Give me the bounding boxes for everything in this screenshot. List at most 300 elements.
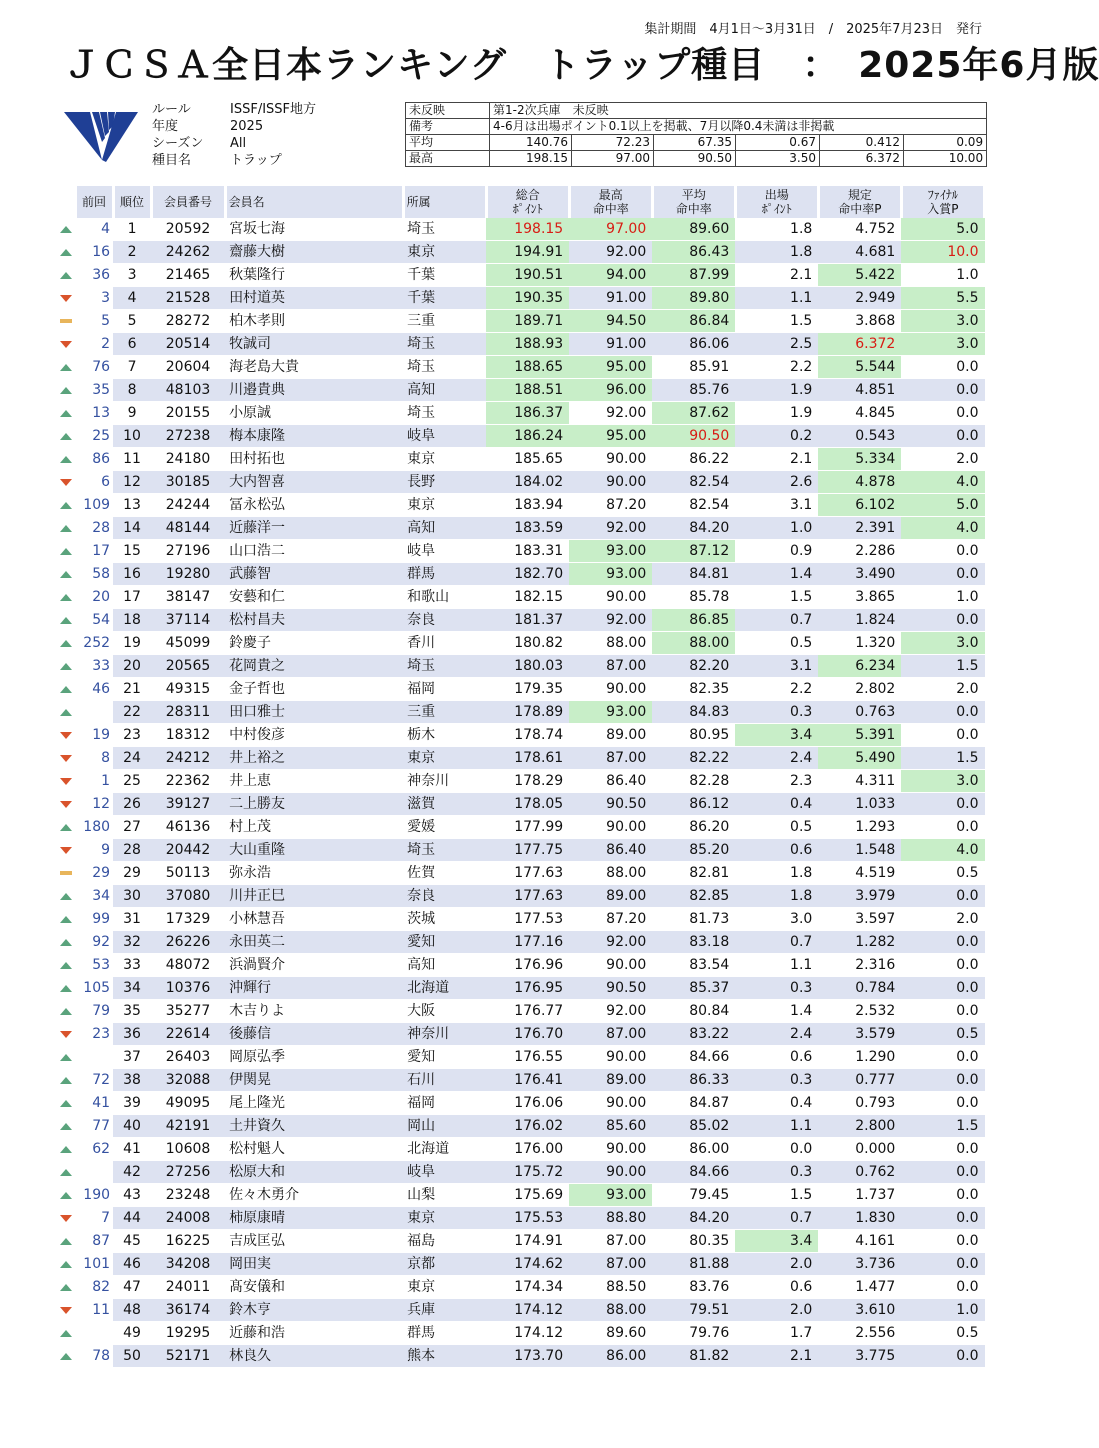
average-hit-rate: 86.22: [652, 448, 735, 471]
previous-rank: 79: [75, 1000, 113, 1023]
total-points: 176.55: [486, 1046, 569, 1069]
best-hit-rate: 90.00: [569, 816, 652, 839]
best-hit-rate: 91.00: [569, 333, 652, 356]
member-name: 松原大和: [225, 1161, 403, 1184]
affiliation: 高知: [403, 954, 486, 977]
previous-rank: 28: [75, 517, 113, 540]
summary-box: [405, 102, 987, 167]
previous-rank: 252: [75, 632, 113, 655]
member-number: 18312: [151, 724, 225, 747]
table-row: [56, 908, 985, 931]
standard-hit-rate-points: 6.102: [818, 494, 901, 517]
rank: 8: [113, 379, 151, 402]
final-placing-points: 0.0: [901, 885, 984, 908]
total-points: 175.72: [486, 1161, 569, 1184]
member-name: 大内智喜: [225, 471, 403, 494]
rank-change-cell: [56, 1253, 75, 1276]
rank-up-icon: [60, 548, 72, 555]
meta-key: ルール: [152, 102, 191, 117]
previous-rank: 23: [75, 1023, 113, 1046]
average-hit-rate: 85.78: [652, 586, 735, 609]
table-row: [56, 379, 985, 402]
average-hit-rate: 82.35: [652, 678, 735, 701]
member-name: 村上茂: [225, 816, 403, 839]
best-hit-rate: 92.00: [569, 931, 652, 954]
previous-rank: 12: [75, 793, 113, 816]
member-number: 48103: [151, 379, 225, 402]
total-points: 182.15: [486, 586, 569, 609]
participation-points: 0.0: [735, 1138, 818, 1161]
member-name: 弥永浩: [225, 862, 403, 885]
standard-hit-rate-points: 2.556: [818, 1322, 901, 1345]
total-points: 176.41: [486, 1069, 569, 1092]
total-points: 177.53: [486, 908, 569, 931]
affiliation: 愛知: [403, 931, 486, 954]
rank: 21: [113, 678, 151, 701]
member-number: 28311: [151, 701, 225, 724]
rank-change-cell: [56, 379, 75, 402]
average-hit-rate: 81.88: [652, 1253, 735, 1276]
rank-up-icon: [60, 364, 72, 371]
standard-hit-rate-points: 4.851: [818, 379, 901, 402]
rank-change-cell: [56, 931, 75, 954]
previous-rank: 76: [75, 356, 113, 379]
total-points: 179.35: [486, 678, 569, 701]
rank-up-icon: [60, 1353, 72, 1360]
participation-points: 0.3: [735, 1069, 818, 1092]
rank-up-icon: [60, 663, 72, 670]
total-points: 186.24: [486, 425, 569, 448]
average-hit-rate: 84.87: [652, 1092, 735, 1115]
best-hit-rate: 93.00: [569, 1184, 652, 1207]
best-hit-rate: 90.00: [569, 1138, 652, 1161]
final-placing-points: 2.0: [901, 448, 984, 471]
max-value: 3.50: [736, 151, 820, 167]
final-placing-points: 0.0: [901, 1253, 984, 1276]
member-name: 吉成匡弘: [225, 1230, 403, 1253]
previous-rank: 3: [75, 287, 113, 310]
affiliation: 高知: [403, 379, 486, 402]
previous-rank: 78: [75, 1345, 113, 1368]
best-hit-rate: 90.50: [569, 793, 652, 816]
rank: 30: [113, 885, 151, 908]
best-hit-rate: 89.00: [569, 724, 652, 747]
rank-change-cell: [56, 609, 75, 632]
participation-points: 0.3: [735, 977, 818, 1000]
standard-hit-rate-points: 4.161: [818, 1230, 901, 1253]
affiliation: 栃木: [403, 724, 486, 747]
average-hit-rate: 83.18: [652, 931, 735, 954]
rank-up-icon: [60, 410, 72, 417]
unreflected-label: 未反映: [406, 103, 490, 119]
member-number: 26226: [151, 931, 225, 954]
rank: 23: [113, 724, 151, 747]
total-points: 174.91: [486, 1230, 569, 1253]
member-name: 岡原弘季: [225, 1046, 403, 1069]
best-hit-rate: 90.00: [569, 471, 652, 494]
table-row: [56, 1184, 985, 1207]
affiliation: 埼玉: [403, 839, 486, 862]
best-hit-rate: 86.40: [569, 770, 652, 793]
rank-up-icon: [60, 272, 72, 279]
note-value: 4-6月は出場ポイント0.1以上を掲載、7月以降0.4未満は非掲載: [490, 119, 987, 135]
rank-down-icon: [60, 801, 72, 808]
rank: 42: [113, 1161, 151, 1184]
ranking-body: [56, 218, 985, 1368]
best-hit-rate: 94.00: [569, 264, 652, 287]
final-placing-points: 0.0: [901, 563, 984, 586]
rank-change-cell: [56, 885, 75, 908]
best-hit-rate: 88.00: [569, 1299, 652, 1322]
rank-up-icon: [60, 1192, 72, 1199]
average-hit-rate: 83.54: [652, 954, 735, 977]
member-name: 小林慧吾: [225, 908, 403, 931]
final-placing-points: 1.5: [901, 747, 984, 770]
average-hit-rate: 89.80: [652, 287, 735, 310]
rank: 31: [113, 908, 151, 931]
standard-hit-rate-points: 4.752: [818, 218, 901, 241]
max-value: 97.00: [572, 151, 654, 167]
rank: 48: [113, 1299, 151, 1322]
column-header: 所属: [403, 186, 486, 218]
rank-change-cell: [56, 747, 75, 770]
affiliation: 三重: [403, 701, 486, 724]
standard-hit-rate-points: 4.519: [818, 862, 901, 885]
rank-down-icon: [60, 341, 72, 348]
participation-points: 1.5: [735, 1184, 818, 1207]
final-placing-points: 0.5: [901, 1322, 984, 1345]
rank-up-icon: [60, 1261, 72, 1268]
affiliation: 東京: [403, 494, 486, 517]
member-name: 秋葉隆行: [225, 264, 403, 287]
average-hit-rate: 90.50: [652, 425, 735, 448]
final-placing-points: 0.0: [901, 977, 984, 1000]
average-hit-rate: 82.22: [652, 747, 735, 770]
table-row: [56, 1092, 985, 1115]
total-points: 175.69: [486, 1184, 569, 1207]
final-placing-points: 5.0: [901, 494, 984, 517]
member-name: 田村道英: [225, 287, 403, 310]
member-number: 24180: [151, 448, 225, 471]
previous-rank: 41: [75, 1092, 113, 1115]
final-placing-points: 1.0: [901, 1299, 984, 1322]
affiliation: 埼玉: [403, 356, 486, 379]
final-placing-points: 3.0: [901, 632, 984, 655]
average-hit-rate: 79.45: [652, 1184, 735, 1207]
best-hit-rate: 85.60: [569, 1115, 652, 1138]
average-hit-rate: 86.00: [652, 1138, 735, 1161]
best-hit-rate: 86.00: [569, 1345, 652, 1368]
final-placing-points: 1.0: [901, 264, 984, 287]
total-points: 177.75: [486, 839, 569, 862]
member-name: 岡田実: [225, 1253, 403, 1276]
member-number: 21465: [151, 264, 225, 287]
best-hit-rate: 90.00: [569, 1046, 652, 1069]
rank-change-cell: [56, 1184, 75, 1207]
participation-points: 2.3: [735, 770, 818, 793]
final-placing-points: 4.0: [901, 839, 984, 862]
rank-change-cell: [56, 356, 75, 379]
previous-rank: 109: [75, 494, 113, 517]
table-row: [56, 839, 985, 862]
affiliation: 千葉: [403, 264, 486, 287]
standard-hit-rate-points: 0.000: [818, 1138, 901, 1161]
final-placing-points: 5.5: [901, 287, 984, 310]
member-number: 49315: [151, 678, 225, 701]
average-hit-rate: 86.20: [652, 816, 735, 839]
best-hit-rate: 89.00: [569, 1069, 652, 1092]
total-points: 178.29: [486, 770, 569, 793]
total-points: 194.91: [486, 241, 569, 264]
average-value: 140.76: [490, 135, 572, 151]
best-hit-rate: 91.00: [569, 287, 652, 310]
member-number: 16225: [151, 1230, 225, 1253]
table-row: [56, 1161, 985, 1184]
final-placing-points: 0.0: [901, 1138, 984, 1161]
best-hit-rate: 90.00: [569, 1161, 652, 1184]
average-hit-rate: 86.33: [652, 1069, 735, 1092]
participation-points: 2.6: [735, 471, 818, 494]
member-number: 24011: [151, 1276, 225, 1299]
previous-rank: 77: [75, 1115, 113, 1138]
rank: 44: [113, 1207, 151, 1230]
rank: 27: [113, 816, 151, 839]
previous-rank: 35: [75, 379, 113, 402]
rank-down-icon: [60, 1307, 72, 1314]
table-row: [56, 356, 985, 379]
best-hit-rate: 90.00: [569, 448, 652, 471]
rank-up-icon: [60, 617, 72, 624]
previous-rank: 16: [75, 241, 113, 264]
best-hit-rate: 87.00: [569, 1230, 652, 1253]
average-hit-rate: 83.22: [652, 1023, 735, 1046]
rank-change-cell: [56, 218, 75, 241]
standard-hit-rate-points: 6.234: [818, 655, 901, 678]
standard-hit-rate-points: 1.737: [818, 1184, 901, 1207]
previous-rank: [75, 1046, 113, 1069]
member-number: 38147: [151, 586, 225, 609]
total-points: 175.53: [486, 1207, 569, 1230]
average-hit-rate: 85.37: [652, 977, 735, 1000]
affiliation: 岐阜: [403, 540, 486, 563]
participation-points: 2.1: [735, 264, 818, 287]
table-row: [56, 1322, 985, 1345]
total-points: 176.00: [486, 1138, 569, 1161]
total-points: 189.71: [486, 310, 569, 333]
member-name: 中村俊彦: [225, 724, 403, 747]
table-row: [56, 862, 985, 885]
meta-value: 2025: [230, 119, 264, 134]
final-placing-points: 0.0: [901, 1092, 984, 1115]
table-row: [56, 494, 985, 517]
rank-change-cell: [56, 862, 75, 885]
previous-rank: 9: [75, 839, 113, 862]
table-row: [56, 1230, 985, 1253]
rank: 43: [113, 1184, 151, 1207]
table-row: [56, 747, 985, 770]
member-number: 37080: [151, 885, 225, 908]
best-hit-rate: 96.00: [569, 379, 652, 402]
rank-up-icon: [60, 1077, 72, 1084]
member-name: 牧誠司: [225, 333, 403, 356]
average-hit-rate: 82.81: [652, 862, 735, 885]
standard-hit-rate-points: 3.597: [818, 908, 901, 931]
member-name: 井上恵: [225, 770, 403, 793]
member-number: 19295: [151, 1322, 225, 1345]
previous-rank: 82: [75, 1276, 113, 1299]
standard-hit-rate-points: 5.490: [818, 747, 901, 770]
affiliation: 東京: [403, 1207, 486, 1230]
average-hit-rate: 85.76: [652, 379, 735, 402]
participation-points: 1.1: [735, 1115, 818, 1138]
standard-hit-rate-points: 0.763: [818, 701, 901, 724]
previous-rank: 17: [75, 540, 113, 563]
best-hit-rate: 93.00: [569, 540, 652, 563]
affiliation: 和歌山: [403, 586, 486, 609]
participation-points: 2.0: [735, 1253, 818, 1276]
rank-down-icon: [60, 732, 72, 739]
participation-points: 1.5: [735, 586, 818, 609]
table-row: [56, 885, 985, 908]
rank-up-icon: [60, 571, 72, 578]
previous-rank: 6: [75, 471, 113, 494]
participation-points: 1.9: [735, 379, 818, 402]
total-points: 181.37: [486, 609, 569, 632]
member-number: 20565: [151, 655, 225, 678]
rank-down-icon: [60, 847, 72, 854]
standard-hit-rate-points: 4.311: [818, 770, 901, 793]
average-hit-rate: 89.60: [652, 218, 735, 241]
best-hit-rate: 90.00: [569, 678, 652, 701]
standard-hit-rate-points: 5.422: [818, 264, 901, 287]
member-name: 川邉貴典: [225, 379, 403, 402]
rank: 22: [113, 701, 151, 724]
table-row: [56, 954, 985, 977]
rank: 38: [113, 1069, 151, 1092]
total-points: 176.70: [486, 1023, 569, 1046]
member-name: 小原誠: [225, 402, 403, 425]
table-row: [56, 609, 985, 632]
table-row: [56, 655, 985, 678]
member-number: 20155: [151, 402, 225, 425]
member-number: 27196: [151, 540, 225, 563]
max-value: 198.15: [490, 151, 572, 167]
total-points: 184.02: [486, 471, 569, 494]
average-hit-rate: 86.84: [652, 310, 735, 333]
table-row: [56, 1023, 985, 1046]
member-name: 宮坂七海: [225, 218, 403, 241]
affiliation: 三重: [403, 310, 486, 333]
participation-points: 1.0: [735, 517, 818, 540]
table-row: [56, 1253, 985, 1276]
participation-points: 2.2: [735, 678, 818, 701]
participation-points: 1.4: [735, 1000, 818, 1023]
rank-up-icon: [60, 525, 72, 532]
participation-points: 2.2: [735, 356, 818, 379]
best-hit-rate: 92.00: [569, 241, 652, 264]
member-number: 20592: [151, 218, 225, 241]
standard-hit-rate-points: 4.681: [818, 241, 901, 264]
member-name: 柏木孝則: [225, 310, 403, 333]
member-name: 後藤信: [225, 1023, 403, 1046]
total-points: 190.51: [486, 264, 569, 287]
affiliation: 埼玉: [403, 655, 486, 678]
rank-up-icon: [60, 1169, 72, 1176]
average-value: 72.23: [572, 135, 654, 151]
average-hit-rate: 82.85: [652, 885, 735, 908]
affiliation: 岐阜: [403, 425, 486, 448]
rank: 50: [113, 1345, 151, 1368]
final-placing-points: 0.0: [901, 379, 984, 402]
average-hit-rate: 84.81: [652, 563, 735, 586]
rank-change-cell: [56, 471, 75, 494]
total-points: 183.59: [486, 517, 569, 540]
average-hit-rate: 85.20: [652, 839, 735, 862]
table-row: [56, 425, 985, 448]
rank-change-cell: [56, 1023, 75, 1046]
member-name: 田口雅士: [225, 701, 403, 724]
member-number: 26403: [151, 1046, 225, 1069]
table-row: [56, 770, 985, 793]
final-placing-points: 0.0: [901, 402, 984, 425]
best-hit-rate: 87.00: [569, 1023, 652, 1046]
participation-points: 0.3: [735, 1161, 818, 1184]
member-name: 尾上隆光: [225, 1092, 403, 1115]
rank: 3: [113, 264, 151, 287]
final-placing-points: 0.0: [901, 1276, 984, 1299]
best-hit-rate: 90.00: [569, 586, 652, 609]
total-points: 176.02: [486, 1115, 569, 1138]
rank: 20: [113, 655, 151, 678]
standard-hit-rate-points: 4.878: [818, 471, 901, 494]
table-row: [56, 1138, 985, 1161]
standard-hit-rate-points: 2.316: [818, 954, 901, 977]
standard-hit-rate-points: 1.033: [818, 793, 901, 816]
previous-rank: 5: [75, 310, 113, 333]
standard-hit-rate-points: 5.334: [818, 448, 901, 471]
member-number: 23248: [151, 1184, 225, 1207]
participation-points: 0.7: [735, 609, 818, 632]
standard-hit-rate-points: 2.800: [818, 1115, 901, 1138]
rank: 40: [113, 1115, 151, 1138]
final-placing-points: 3.0: [901, 333, 984, 356]
total-points: 183.31: [486, 540, 569, 563]
rank-change-cell: [56, 816, 75, 839]
best-hit-rate: 95.00: [569, 356, 652, 379]
table-row: [56, 701, 985, 724]
rank: 7: [113, 356, 151, 379]
final-placing-points: 1.5: [901, 655, 984, 678]
column-header: 規定 命中率P: [818, 186, 901, 218]
member-name: 大山重隆: [225, 839, 403, 862]
member-name: 永田英二: [225, 931, 403, 954]
average-hit-rate: 84.83: [652, 701, 735, 724]
member-number: 42191: [151, 1115, 225, 1138]
member-name: 松村昌夫: [225, 609, 403, 632]
affiliation: 岡山: [403, 1115, 486, 1138]
final-placing-points: 0.0: [901, 1046, 984, 1069]
rank-up-icon: [60, 1238, 72, 1245]
affiliation: 神奈川: [403, 770, 486, 793]
unreflected-value: 第1-2次兵庫 未反映: [490, 103, 987, 119]
rank: 46: [113, 1253, 151, 1276]
participation-points: 3.1: [735, 655, 818, 678]
rank: 12: [113, 471, 151, 494]
standard-hit-rate-points: 3.775: [818, 1345, 901, 1368]
member-number: 48144: [151, 517, 225, 540]
participation-points: 1.8: [735, 862, 818, 885]
rank-down-icon: [60, 479, 72, 486]
